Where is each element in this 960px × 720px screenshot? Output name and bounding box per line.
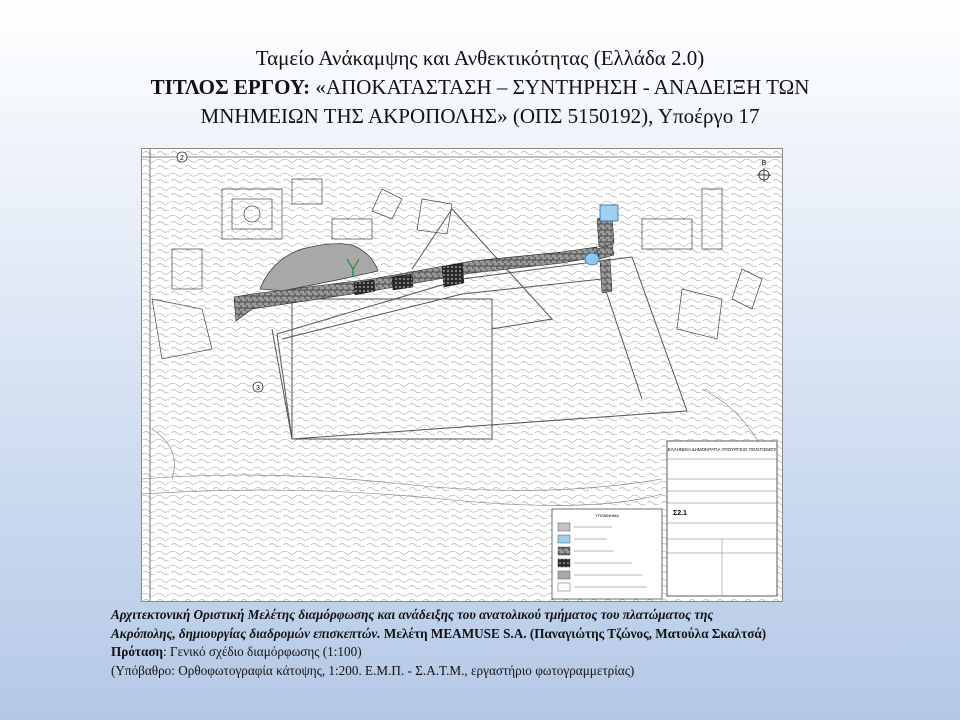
legend-swatch-grey: [558, 523, 570, 531]
site-plan-svg: [142, 149, 782, 601]
legend-swatch-blue: [558, 535, 570, 543]
ramp-segment: [600, 259, 612, 293]
title-line-2: [60, 73, 900, 102]
title-line-1: Ταμείο Ανάκαμψης και Ανθεκτικότητας (Ελλάδα 2.0): [255, 46, 705, 70]
caption-line-4: (Υπόβαθρο: Ορθοφωτογραφία κάτοψης, 1:200. Ε.Μ.Π. - Σ.Α.Τ.Μ., εργαστήριο φωτογραμμετρίας): [111, 662, 635, 678]
caption-line-2-italic: Ακρόπολης, δημιουργίας διαδρομών επισκεπτών.: [111, 625, 381, 641]
site-plan-drawing: [141, 148, 783, 602]
grid-label-2: 2: [180, 155, 184, 162]
legend-swatch-stone: [558, 547, 570, 555]
blue-feature-circle: [585, 253, 599, 265]
caption: [111, 606, 931, 680]
caption-line-3: [111, 643, 931, 662]
caption-line-2-rest: Μελέτη MEAMUSE S.A. (Παναγιώτης Τζώνος, Ματούλα Σκαλτσά): [380, 625, 767, 641]
legend-swatch-white: [558, 583, 570, 591]
legend-swatch-mid: [558, 571, 570, 579]
issuer-text: ΕΛΛΗΝΙΚΗ ΔΗΜΟΚΡΑΤΙΑ ΥΠΟΥΡΓΕΙΟ ΠΟΛΙΤΙΣΜΟΥ: [667, 447, 777, 452]
proposal-label: Πρόταση: [111, 644, 164, 659]
title-project-name: «ΑΠΟΚΑΤΑΣΤΑΣΗ – ΣΥΝΤΗΡΗΣΗ - ΑΝΑΔΕΙΞΗ ΤΩΝ: [315, 75, 810, 99]
legend-title: ΥΠΟΜΝΗΜΑ: [595, 513, 619, 518]
dark-paving-1: [442, 263, 464, 287]
north-label: Β: [761, 160, 767, 167]
sheet-code: Σ2.1: [673, 510, 687, 517]
grid-label-3: 3: [256, 385, 260, 392]
caption-line-1: Αρχιτεκτονική Οριστική Μελέτης διαμόρφωσης και ανάδειξης του ανατολικού τμήματος του πλατώματος της: [111, 607, 714, 622]
caption-line-2: [111, 625, 931, 644]
dark-paving-3: [392, 274, 413, 290]
title-line-3: ΜΝΗΜΕΙΩΝ ΤΗΣ ΑΚΡΟΠΟΛΗΣ» (ΟΠΣ 5150192), Υποέργο 17: [200, 104, 760, 128]
proposal-text: : Γενικό σχέδιο διαμόρφωσης (1:100): [163, 644, 362, 659]
title-label: ΤΙΤΛΟΣ ΕΡΓΟΥ:: [150, 75, 311, 99]
slide-title: [60, 44, 900, 131]
legend-swatch-dark: [558, 559, 570, 567]
blue-feature-upper: [600, 205, 618, 221]
